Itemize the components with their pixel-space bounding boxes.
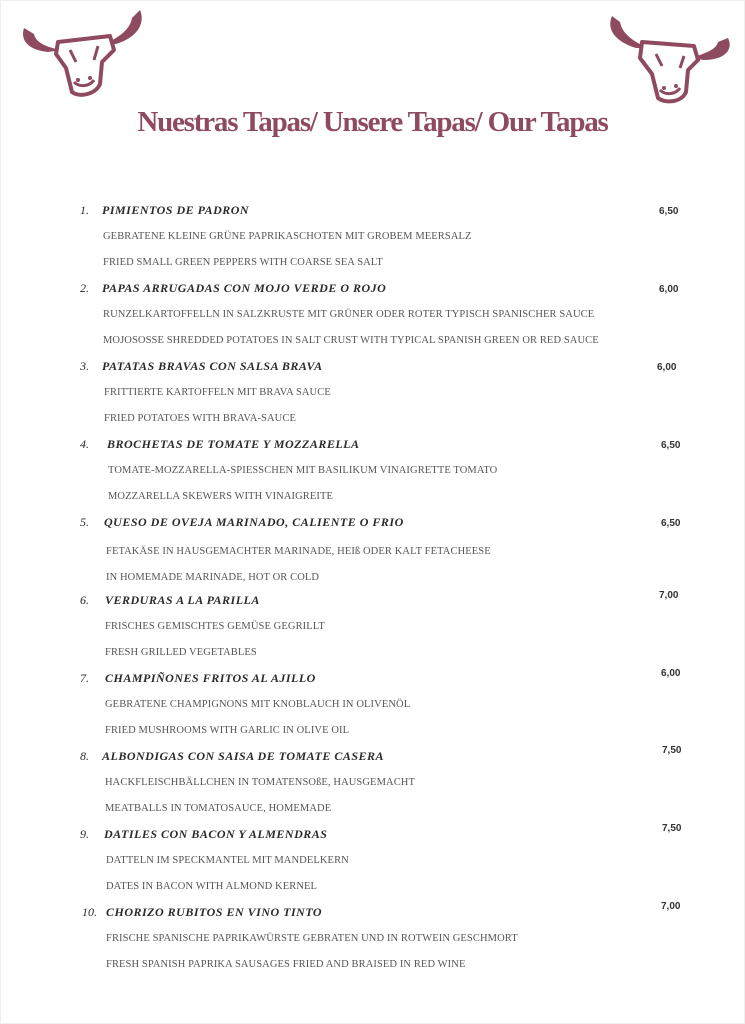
menu-title: Nuestras Tapas/ Unsere Tapas/ Our Tapas bbox=[137, 106, 608, 138]
item-heading bbox=[80, 359, 323, 374]
item-heading bbox=[80, 281, 386, 296]
menu-item bbox=[0, 902, 745, 980]
item-heading bbox=[80, 437, 360, 452]
item-name: CHAMPIÑONES FRITOS AL AJILLO bbox=[105, 671, 316, 685]
item-description-english: FRIED MUSHROOMS WITH GARLIC IN OLIVE OIL bbox=[105, 725, 350, 736]
item-description-english: MOJOSOSSE SHREDDED POTATOES IN SALT CRUST WITH TYPICAL SPANISH GREEN OR RED SAUCE bbox=[103, 335, 599, 346]
item-number: 10. bbox=[82, 905, 97, 919]
item-description-german: FETAKÄSE IN HAUSGEMACHTER MARINADE, HEIß ODER KALT FETACHEESE bbox=[106, 546, 491, 557]
tapas-list bbox=[0, 200, 745, 980]
item-price: 6,50 bbox=[661, 518, 681, 529]
item-heading bbox=[80, 515, 404, 530]
item-heading bbox=[80, 203, 249, 218]
item-name: DATILES CON BACON Y ALMENDRAS bbox=[104, 827, 328, 841]
item-price: 6,50 bbox=[661, 440, 681, 451]
item-heading bbox=[80, 593, 260, 608]
bull-head-logo-right bbox=[606, 6, 734, 106]
item-heading bbox=[80, 671, 316, 686]
item-price: 6,50 bbox=[659, 206, 679, 217]
item-description-english: MEATBALLS IN TOMATOSAUCE, HOMEMADE bbox=[105, 803, 332, 814]
item-description-german: TOMATE-MOZZARELLA-SPIESSCHEN MIT BASILIKUM VINAIGRETTE TOMATO bbox=[108, 465, 498, 476]
menu-item bbox=[0, 512, 745, 590]
item-name: CHORIZO RUBITOS EN VINO TINTO bbox=[106, 905, 323, 919]
item-description-english: FRIED POTATOES WITH BRAVA-SAUCE bbox=[104, 413, 296, 424]
item-description-german: GEBRATENE KLEINE GRÜNE PAPRIKASCHOTEN MIT GROBEM MEERSALZ bbox=[103, 231, 472, 242]
item-name: PIMIENTOS DE PADRON bbox=[102, 203, 250, 217]
menu-item bbox=[0, 434, 745, 512]
item-description-german: FRITTIERTE KARTOFFELN MIT BRAVA SAUCE bbox=[104, 387, 331, 398]
item-description-german: DATTELN IM SPECKMANTEL MIT MANDELKERN bbox=[106, 855, 349, 866]
item-price: 7,00 bbox=[661, 901, 681, 912]
menu-item bbox=[0, 200, 745, 278]
item-description-german: HACKFLEISCHBÄLLCHEN IN TOMATENSOßE, HAUSGEMACHT bbox=[105, 777, 415, 788]
item-number: 6. bbox=[80, 593, 89, 607]
item-price: 7,50 bbox=[662, 745, 682, 756]
menu-item bbox=[0, 590, 745, 668]
item-price: 6,00 bbox=[659, 284, 679, 295]
bull-head-icon bbox=[18, 6, 146, 98]
item-name: ALBONDIGAS CON SAISA DE TOMATE CASERA bbox=[102, 749, 385, 763]
item-heading bbox=[80, 749, 384, 764]
bull-head-logo-left bbox=[18, 6, 146, 98]
item-name: PATATAS BRAVAS CON SALSA BRAVA bbox=[102, 359, 323, 373]
item-description-german: FRISCHE SPANISCHE PAPRIKAWÜRSTE GEBRATEN UND IN ROTWEIN GESCHMORT bbox=[106, 933, 518, 944]
item-description-english: FRIED SMALL GREEN PEPPERS WITH COARSE SEA SALT bbox=[103, 257, 383, 268]
item-price: 6,00 bbox=[661, 668, 681, 679]
item-description-english: FRESH SPANISH PAPRIKA SAUSAGES FRIED AND BRAISED IN RED WINE bbox=[106, 959, 466, 970]
item-number: 3. bbox=[80, 359, 89, 373]
item-number: 5. bbox=[80, 515, 89, 529]
item-number: 2. bbox=[80, 281, 89, 295]
item-description-german: FRISCHES GEMISCHTES GEMÜSE GEGRILLT bbox=[105, 621, 325, 632]
item-heading bbox=[82, 905, 322, 920]
item-description-english: IN HOMEMADE MARINADE, HOT OR COLD bbox=[106, 572, 320, 583]
item-name: VERDURAS A LA PARILLA bbox=[105, 593, 260, 607]
item-price: 7,50 bbox=[662, 823, 682, 834]
item-name: PAPAS ARRUGADAS CON MOJO VERDE O ROJO bbox=[102, 281, 387, 295]
item-description-english: MOZZARELLA SKEWERS WITH VINAIGREITE bbox=[108, 491, 334, 502]
menu-item bbox=[0, 278, 745, 356]
item-heading bbox=[80, 827, 327, 842]
item-price: 6,00 bbox=[657, 362, 677, 373]
menu-item bbox=[0, 356, 745, 434]
menu-item bbox=[0, 824, 745, 902]
item-description-german: RUNZELKARTOFFELLN IN SALZKRUSTE MIT GRÜNER ODER ROTER TYPISCH SPANISCHER SAUCE bbox=[103, 309, 595, 320]
item-number: 9. bbox=[80, 827, 89, 841]
menu-item bbox=[0, 746, 745, 824]
item-name: QUESO DE OVEJA MARINADO, CALIENTE O FRIO bbox=[104, 515, 404, 529]
item-number: 1. bbox=[80, 203, 89, 217]
item-description-english: DATES IN BACON WITH ALMOND KERNEL bbox=[106, 881, 318, 892]
item-name: BROCHETAS DE TOMATE Y MOZZARELLA bbox=[107, 437, 360, 451]
item-number: 4. bbox=[80, 437, 89, 451]
bull-head-icon bbox=[606, 6, 734, 106]
item-number: 7. bbox=[80, 671, 89, 685]
menu-item bbox=[0, 668, 745, 746]
item-description-english: FRESH GRILLED VEGETABLES bbox=[105, 647, 257, 658]
item-price: 7,00 bbox=[659, 590, 679, 601]
item-number: 8. bbox=[80, 749, 89, 763]
item-description-german: GEBRATENE CHAMPIGNONS MIT KNOBLAUCH IN OLIVENÖL bbox=[105, 699, 411, 710]
